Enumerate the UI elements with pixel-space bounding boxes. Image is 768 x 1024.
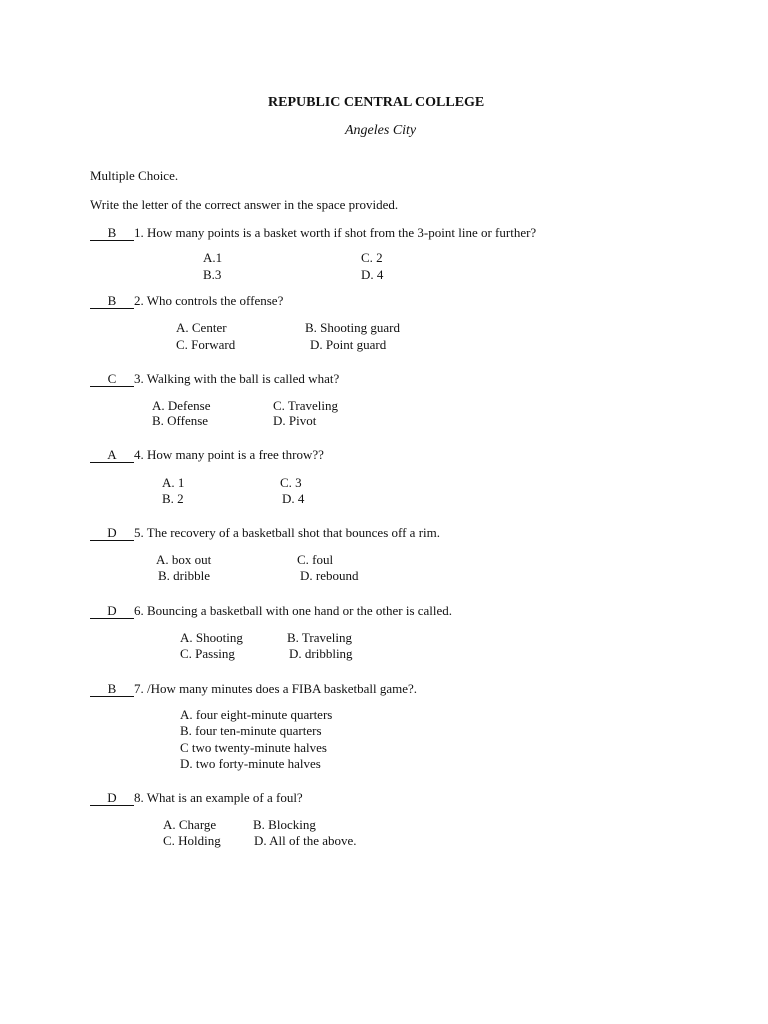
choice-5b: B. dribble (158, 568, 210, 583)
choice-1a: A.1 (203, 250, 223, 265)
answer-blank-7[interactable]: B (90, 682, 134, 697)
question-text-7: 7. /How many minutes does a FIBA basketball game?. (134, 681, 418, 696)
choice-3a: A. Defense (152, 398, 211, 413)
choice-5d: D. rebound (300, 568, 359, 583)
choice-2c: C. Forward (176, 337, 236, 352)
choice-5c: C. foul (297, 552, 334, 567)
question-7 (90, 681, 417, 697)
answer-blank-4[interactable]: A (90, 448, 134, 463)
choice-7c: C two twenty-minute halves (180, 740, 327, 755)
answer-blank-5[interactable]: D (90, 526, 134, 541)
question-text-8: 8. What is an example of a foul? (134, 790, 303, 805)
choice-4d: D. 4 (282, 491, 305, 506)
choice-7d: D. two forty-minute halves (180, 756, 321, 771)
choice-2b: B. Shooting guard (305, 320, 400, 335)
choice-6d: D. dribbling (289, 646, 353, 661)
question-text-2: 2. Who controls the offense? (134, 293, 284, 308)
question-4 (90, 447, 324, 463)
question-text-6: 6. Bouncing a basketball with one hand or the other is called. (134, 603, 453, 618)
choice-3b: B. Offense (152, 413, 209, 428)
choice-4c: C. 3 (280, 475, 302, 490)
choice-6c: C. Passing (180, 646, 235, 661)
choice-8c: C. Holding (163, 833, 221, 848)
instructions-text: Write the letter of the correct answer in the space provided. (90, 197, 399, 212)
question-2 (90, 293, 283, 309)
choice-1d: D. 4 (361, 267, 384, 282)
answer-blank-6[interactable]: D (90, 604, 134, 619)
answer-blank-1[interactable]: B (90, 226, 134, 241)
question-8 (90, 790, 303, 806)
answer-blank-2[interactable]: B (90, 294, 134, 309)
choice-5a: A. box out (156, 552, 212, 567)
question-text-4: 4. How many point is a free throw?? (134, 447, 324, 462)
choice-2a: A. Center (176, 320, 227, 335)
choice-1b: B.3 (203, 267, 222, 282)
answer-blank-8[interactable]: D (90, 791, 134, 806)
choice-4a: A. 1 (162, 475, 185, 490)
choice-6b: B. Traveling (287, 630, 353, 645)
question-1 (90, 225, 536, 241)
choice-7b: B. four ten-minute quarters (180, 723, 322, 738)
test-type: Multiple Choice. (90, 168, 179, 183)
choice-3d: D. Pivot (273, 413, 317, 428)
question-text-3: 3. Walking with the ball is called what? (134, 371, 340, 386)
question-6 (90, 603, 452, 619)
choice-8d: D. All of the above. (254, 833, 357, 848)
choice-7a: A. four eight-minute quarters (180, 707, 333, 722)
choice-2d: D. Point guard (310, 337, 387, 352)
choice-4b: B. 2 (162, 491, 184, 506)
choice-8a: A. Charge (163, 817, 217, 832)
school-name: REPUBLIC CENTRAL COLLEGE (268, 95, 485, 110)
choice-6a: A. Shooting (180, 630, 243, 645)
choice-1c: C. 2 (361, 250, 383, 265)
city-name: Angeles City (345, 123, 417, 138)
question-text-1: 1. How many points is a basket worth if shot from the 3-point line or further? (134, 225, 537, 240)
choice-8b: B. Blocking (253, 817, 316, 832)
choice-3c: C. Traveling (273, 398, 339, 413)
question-3 (90, 371, 339, 387)
answer-blank-3[interactable]: C (90, 372, 134, 387)
question-5 (90, 525, 440, 541)
question-text-5: 5. The recovery of a basketball shot that bounces off a rim. (134, 525, 441, 540)
